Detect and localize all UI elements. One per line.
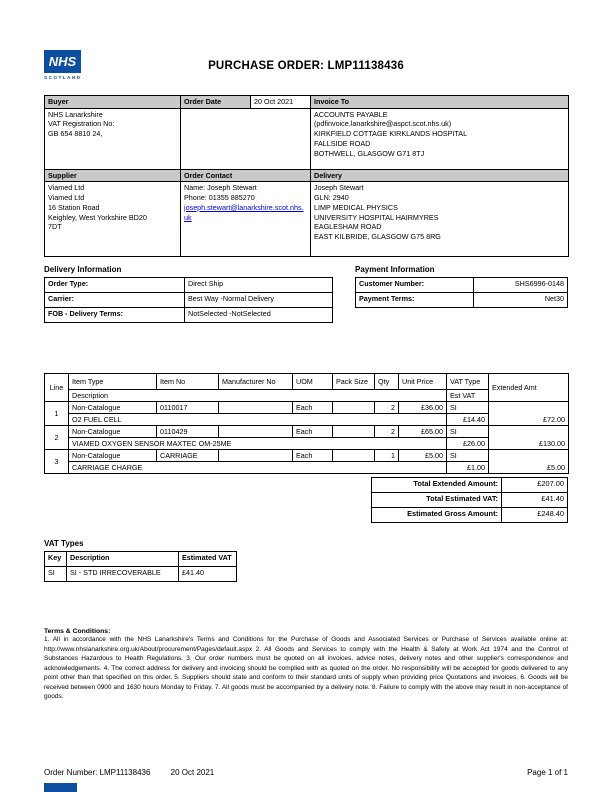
total-extended-value: £207.00 <box>502 478 568 493</box>
delivery-header-label: Delivery <box>311 169 569 182</box>
total-extended-label: Total Extended Amount: <box>372 478 502 493</box>
invoice-line: (pdfinvoice.lanarkshire@aspct.scot.nhs.uk) <box>314 119 452 129</box>
fob-terms-value: NotSelected -NotSelected <box>185 308 333 323</box>
col-uom: UOM <box>293 374 333 390</box>
page-title: PURCHASE ORDER: LMP11138436 <box>208 60 404 72</box>
col-unit-price: Unit Price <box>399 374 447 390</box>
payment-information-table <box>355 277 568 308</box>
contact-name: Name: Joseph Stewart <box>184 183 257 193</box>
order-contact-details <box>181 182 311 257</box>
vat-types-table <box>44 551 237 582</box>
item-qty: 2 <box>375 402 399 414</box>
buyer-header-label: Buyer <box>45 96 181 109</box>
supplier-line: 16 Station Road <box>48 202 100 212</box>
item-vat-type: SI <box>447 450 489 462</box>
invoice-line: BOTHWELL, GLASGOW G71 8TJ <box>314 148 425 158</box>
item-description: CARRIAGE CHARGE <box>69 462 447 474</box>
col-extended-amt: Extended Amt <box>489 374 569 402</box>
buyer-header-row <box>45 96 569 109</box>
vat-types-title: VAT Types <box>44 539 84 549</box>
delivery-line: Joseph Stewart <box>314 183 364 193</box>
totals-table <box>371 477 568 523</box>
item-unit-price: £5.00 <box>399 450 447 462</box>
invoice-line: KIRKFIELD COTTAGE KIRKLANDS HOSPITAL <box>314 129 468 139</box>
total-vat-label: Total Estimated VAT: <box>372 493 502 508</box>
buyer-invoice-row <box>45 108 569 169</box>
total-row <box>372 508 568 523</box>
footer-order-number: Order Number: LMP11138436 <box>44 768 151 777</box>
page-content <box>0 95 612 701</box>
item-description: VIAMED OXYGEN SENSOR MAXTEC OM-25ME <box>69 438 447 450</box>
buyer-address <box>45 108 181 169</box>
footer-date: 20 Oct 2021 <box>170 768 215 777</box>
line-items-table <box>44 373 569 474</box>
order-type-label: Order Type: <box>45 278 185 293</box>
vat-col-key: Key <box>45 552 67 567</box>
item-est-vat: £1.00 <box>447 462 489 474</box>
col-description: Description <box>69 390 447 402</box>
supplier-header-label: Supplier <box>45 169 181 182</box>
col-qty: Qty <box>375 374 399 390</box>
vat-estimated: £41.40 <box>179 567 237 582</box>
item-type: Non-Catalogue <box>69 426 157 438</box>
nhs-logo-icon: NHS <box>44 50 81 73</box>
contact-email-link[interactable]: joseph.stewart@lanarkshire.scot.nhs.uk <box>184 202 304 222</box>
item-type: Non-Catalogue <box>69 402 157 414</box>
delivery-line: EAGLESHAM ROAD <box>314 222 382 232</box>
supplier-header-row <box>45 169 569 182</box>
fob-terms-label: FOB - Delivery Terms: <box>45 308 185 323</box>
item-row <box>45 450 569 462</box>
footer-page-number: Page 1 of 1 <box>527 768 568 777</box>
page-header <box>0 0 612 95</box>
item-extended-amt: £130.00 <box>489 426 569 450</box>
vat-types-section <box>44 539 568 582</box>
item-description: O2 FUEL CELL <box>69 414 447 426</box>
order-date-spacer <box>181 108 311 169</box>
item-no: CARRIAGE <box>157 450 219 462</box>
buyer-line: VAT Registration No: <box>48 119 115 129</box>
item-extended-amt: £5.00 <box>489 450 569 474</box>
payment-info-row <box>356 278 568 293</box>
gross-amount-value: £248.40 <box>502 508 568 523</box>
supplier-line: 7DT <box>48 222 62 232</box>
order-date-label: Order Date <box>181 96 251 109</box>
total-row <box>372 493 568 508</box>
terms-body: 1. All in accordance with the NHS Lanarkshire's Terms and Conditions for the Purchase of Goods and Associated Services or Purchase of Services available online at: http://www.nhslanarkshire.org.uk/About/procurement/Pages/default.aspx 2. All Goods and Services to comply with the Health & Safety at Work Act 1974 and the Control of Substances Hazardous to Health Regulations. 3. Our order numbers must be quoted on all invoices, advice notes, delivery notes and other supplier's correspondence and acknowledgements. 4. The correct address for delivery and invoicing should be complied with as quoted on the order. No responsibility will be accepted for goods delivered to any point other than that specified on this order. 5. Suppliers should state and conform to their standard units of supply when providing price Quotations and invoices. 6. Goods will be received between 0900 and 1630 hours Monday to Friday. 7. All goods must be accompanied by a delivery note. 8. Failure to comply with the above may result in non-acceptance of goods. <box>44 636 568 700</box>
customer-number-value: SHS6996-0148 <box>474 278 568 293</box>
buyer-line: NHS Lanarkshire <box>48 109 103 119</box>
payment-info-row <box>356 293 568 308</box>
carrier-value: Best Way -Normal Delivery <box>185 293 333 308</box>
col-item-type: Item Type <box>69 374 157 390</box>
delivery-line: EAST KILBRIDE, GLASGOW G75 8RG <box>314 232 441 242</box>
delivery-info-row <box>45 293 333 308</box>
item-row <box>45 402 569 414</box>
supplier-address <box>45 182 181 257</box>
order-header-table <box>44 95 569 257</box>
col-item-no: Item No <box>157 374 219 390</box>
supplier-line: Viamed Ltd <box>48 193 85 203</box>
payment-information <box>355 265 568 323</box>
item-unit-price: £65.00 <box>399 426 447 438</box>
payment-terms-value: Net30 <box>474 293 568 308</box>
item-pack-size <box>333 426 375 438</box>
delivery-info-row <box>45 278 333 293</box>
vat-col-description: Description <box>67 552 179 567</box>
vat-row <box>45 567 237 582</box>
invoice-to-address <box>311 108 569 169</box>
col-est-vat: Est VAT <box>447 390 489 402</box>
item-uom: Each <box>293 450 333 462</box>
invoice-line: ACCOUNTS PAYABLE <box>314 109 388 119</box>
buyer-line: GB 654 8810 24, <box>48 129 103 139</box>
gross-amount-label: Estimated Gross Amount: <box>372 508 502 523</box>
delivery-information <box>44 265 333 323</box>
items-header-row <box>45 374 569 390</box>
item-est-vat: £26.00 <box>447 438 489 450</box>
item-qty: 1 <box>375 450 399 462</box>
delivery-line: UNIVERSITY HOSPITAL HAIRMYRES <box>314 212 439 222</box>
totals-section <box>44 477 568 523</box>
supplier-line: Keighley, West Yorkshire BD20 <box>48 212 147 222</box>
delivery-line: LIMP MEDICAL PHYSICS <box>314 202 398 212</box>
total-row <box>372 478 568 493</box>
total-vat-value: £41.40 <box>502 493 568 508</box>
item-qty: 2 <box>375 426 399 438</box>
col-pack-size: Pack Size <box>333 374 375 390</box>
item-pack-size <box>333 450 375 462</box>
order-contact-label: Order Contact <box>181 169 311 182</box>
item-line-number: 2 <box>45 426 69 450</box>
vat-header-row <box>45 552 237 567</box>
vat-col-estimated: Estimated VAT <box>179 552 237 567</box>
delivery-info-row <box>45 308 333 323</box>
delivery-address <box>311 182 569 257</box>
payment-information-title: Payment Information <box>355 265 435 275</box>
customer-number-label: Customer Number: <box>356 278 474 293</box>
supplier-line: Viamed Ltd <box>48 183 85 193</box>
contact-phone: Phone: 01355 885270 <box>184 193 255 203</box>
item-type: Non-Catalogue <box>69 450 157 462</box>
item-row <box>45 426 569 438</box>
item-vat-type: SI <box>447 402 489 414</box>
order-type-value: Direct Ship <box>185 278 333 293</box>
vat-key: SI <box>45 567 67 582</box>
col-line: Line <box>45 374 69 402</box>
item-est-vat: £14.40 <box>447 414 489 426</box>
nhs-logo-bottom-partial <box>44 783 77 792</box>
carrier-label: Carrier: <box>45 293 185 308</box>
item-manufacturer-no <box>219 426 293 438</box>
item-line-number: 1 <box>45 402 69 426</box>
item-extended-amt: £72.00 <box>489 402 569 426</box>
item-pack-size <box>333 402 375 414</box>
item-unit-price: £36.00 <box>399 402 447 414</box>
delivery-information-title: Delivery Information <box>44 265 122 275</box>
col-vat-type: VAT Type <box>447 374 489 390</box>
info-section <box>44 265 568 323</box>
invoice-to-label: Invoice To <box>311 96 569 109</box>
item-no: 0110017 <box>157 402 219 414</box>
delivery-line: GLN: 2940 <box>314 193 349 203</box>
terms-title: Terms & Conditions: <box>44 628 111 636</box>
page-footer <box>44 768 568 777</box>
item-no: 0110429 <box>157 426 219 438</box>
supplier-delivery-row <box>45 182 569 257</box>
vat-description: SI - STD IRRECOVERABLE <box>67 567 179 582</box>
item-line-number: 3 <box>45 450 69 474</box>
item-manufacturer-no <box>219 450 293 462</box>
order-date-value: 20 Oct 2021 <box>251 96 311 109</box>
delivery-information-table <box>44 277 333 323</box>
item-vat-type: SI <box>447 426 489 438</box>
footer-order-info <box>44 768 232 777</box>
col-manufacturer-no: Manufacturer No <box>219 374 293 390</box>
payment-terms-label: Payment Terms: <box>356 293 474 308</box>
invoice-line: FALLSIDE ROAD <box>314 138 371 148</box>
terms-and-conditions <box>44 628 568 701</box>
item-uom: Each <box>293 426 333 438</box>
item-manufacturer-no <box>219 402 293 414</box>
item-uom: Each <box>293 402 333 414</box>
nhs-logo-subtext: SCOTLAND <box>44 75 82 80</box>
